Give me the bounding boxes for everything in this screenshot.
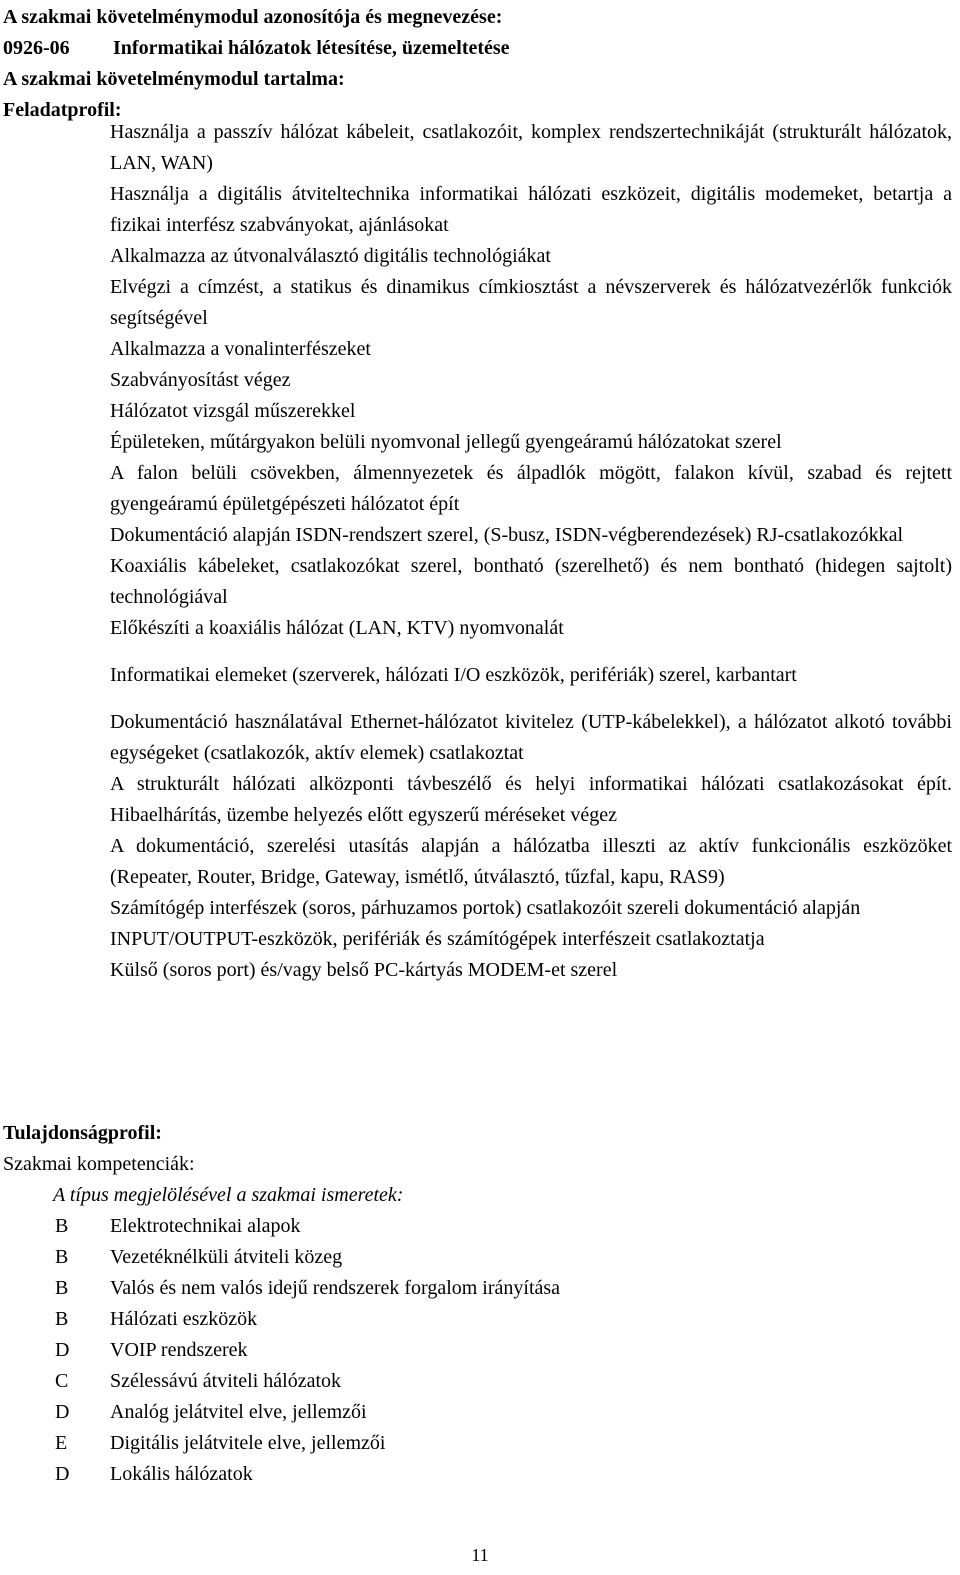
knowledge-type: D xyxy=(55,1463,70,1485)
knowledge-type: B xyxy=(55,1215,69,1237)
knowledge-item xyxy=(3,1459,953,1490)
task-item: A strukturált hálózati alközponti távbeszélő és helyi informatikai hálózati csatlakozásokat épít. Hibaelhárítás, üzembe helyezés előtt egyszerű méréseket végez xyxy=(110,773,952,826)
task-item: Koaxiális kábeleket, csatlakozókat szerel, bontható (szerelhető) és nem bontható (hidegen sajtolt) technológiával xyxy=(110,555,952,608)
module-name: Informatikai hálózatok létesítése, üzemeltetése xyxy=(113,37,510,59)
knowledge-text: Hálózati eszközök xyxy=(110,1308,258,1330)
task-item: Hálózatot vizsgál műszerekkel xyxy=(110,400,356,422)
task-item: INPUT/OUTPUT-eszközök, perifériák és számítógépek interfészeit csatlakoztatja xyxy=(110,928,765,950)
task-item: Elvégzi a címzést, a statikus és dinamikus címkiosztást a névszerverek és hálózatvezérlők funkciók segítségével xyxy=(110,276,952,329)
property-profile-title: Tulajdonságprofil: xyxy=(3,1122,162,1144)
knowledge-item xyxy=(3,1335,953,1366)
knowledge-text: Vezetéknélküli átviteli közeg xyxy=(110,1246,343,1268)
knowledge-list xyxy=(3,1211,953,1490)
task-item: Használja a passzív hálózat kábeleit, csatlakozóit, komplex rendszertechnikáját (strukturált hálózatok, LAN, WAN) xyxy=(110,121,952,174)
knowledge-text: Analóg jelátvitel elve, jellemzői xyxy=(110,1401,367,1423)
knowledge-item xyxy=(3,1273,953,1304)
task-item: Alkalmazza az útvonalválasztó digitális technológiákat xyxy=(110,245,551,267)
property-profile xyxy=(3,1118,953,1490)
content-label: A szakmai követelménymodul tartalma: xyxy=(3,68,345,90)
knowledge-text: Lokális hálózatok xyxy=(110,1463,253,1485)
knowledge-item xyxy=(3,1304,953,1335)
module-header xyxy=(3,2,953,126)
module-code: 0926-06 xyxy=(3,37,70,59)
knowledge-type: C xyxy=(55,1370,69,1392)
knowledge-item xyxy=(3,1397,953,1428)
task-item: Informatikai elemeket (szerverek, hálózati I/O eszközök, perifériák) szerel, karbantart xyxy=(110,664,797,686)
knowledge-item xyxy=(3,1428,953,1459)
task-profile-label: Feladatprofil: xyxy=(3,99,122,121)
knowledge-type: B xyxy=(55,1277,69,1299)
task-item: Dokumentáció alapján ISDN-rendszert szerel, (S-busz, ISDN-végberendezések) RJ-csatlakozókkal xyxy=(110,524,904,546)
knowledge-type: B xyxy=(55,1308,69,1330)
knowledge-type: B xyxy=(55,1246,69,1268)
knowledge-item xyxy=(3,1242,953,1273)
knowledge-subtitle: A típus megjelölésével a szakmai ismeretek: xyxy=(53,1184,404,1206)
task-item: Szabványosítást végez xyxy=(110,369,291,391)
task-item: Használja a digitális átviteltechnika informatikai hálózati eszközeit, digitális modemeket, betartja a fizikai interfész szabványokat, ajánlásokat xyxy=(110,183,952,236)
module-identifier xyxy=(3,33,953,64)
task-item: Épületeken, műtárgyakon belüli nyomvonal jellegű gyengeáramú hálózatokat szerel xyxy=(110,431,782,453)
knowledge-item xyxy=(3,1366,953,1397)
task-item: A dokumentáció, szerelési utasítás alapján a hálózatba illeszti az aktív funkcionális eszközöket (Repeater, Router, Bridge, Gateway, ismétlő, útválasztó, tűzfal, kapu, RAS9) xyxy=(110,835,952,888)
competencies-label: Szakmai kompetenciák: xyxy=(3,1153,195,1175)
task-item: Előkészíti a koaxiális hálózat (LAN, KTV) nyomvonalát xyxy=(110,617,564,639)
knowledge-text: Valós és nem valós idejű rendszerek forgalom irányítása xyxy=(110,1277,561,1299)
module-title-label: A szakmai követelménymodul azonosítója és megnevezése: xyxy=(3,6,503,28)
knowledge-type: D xyxy=(55,1401,70,1423)
task-item: Dokumentáció használatával Ethernet-hálózatot kivitelez (UTP-kábelekkel), a hálózatot alkotó további egységeket (csatlakozók, aktív elemek) csatlakoztat xyxy=(110,711,952,764)
task-item: Számítógép interfészek (soros, párhuzamos portok) csatlakozóit szereli dokumentáció alapján xyxy=(110,897,861,919)
task-item: A falon belüli csövekben, álmennyezetek és álpadlók mögött, falakon kívül, szabad és rejtett gyengeáramú épületgépészeti hálózatot épít xyxy=(110,462,952,515)
page-number: 11 xyxy=(471,1545,489,1565)
knowledge-text: Szélessávú átviteli hálózatok xyxy=(110,1370,342,1392)
knowledge-text: Elektrotechnikai alapok xyxy=(110,1215,301,1237)
knowledge-type: E xyxy=(55,1432,68,1454)
task-list xyxy=(110,117,952,986)
task-item: Alkalmazza a vonalinterfészeket xyxy=(110,338,371,360)
knowledge-item xyxy=(3,1211,953,1242)
task-item: Külső (soros port) és/vagy belső PC-kártyás MODEM-et szerel xyxy=(110,959,618,981)
knowledge-type: D xyxy=(55,1339,70,1361)
knowledge-text: VOIP rendszerek xyxy=(110,1339,248,1361)
knowledge-text: Digitális jelátvitele elve, jellemzői xyxy=(110,1432,386,1454)
